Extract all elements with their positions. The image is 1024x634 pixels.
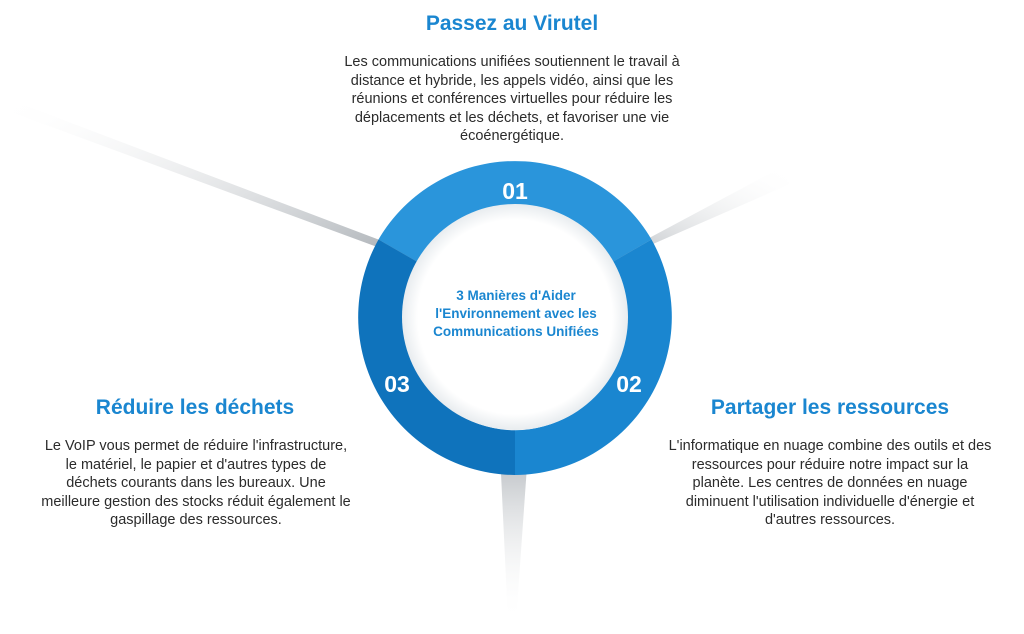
item-03-title: Réduire les déchets: [95, 396, 295, 419]
center-title: [416, 287, 616, 341]
item-02-title: Partager les ressources: [710, 396, 950, 419]
number-03: 03: [384, 371, 410, 397]
item-02-description: L'informatique en nuage combine des outils et des ressources pour réduire notre impact sur la planète. Les centres de données en nuage diminuent l'utilisation individuelle d'énergie et d'autres ressources.: [668, 438, 992, 528]
item-01-title: Passez au Virutel: [425, 12, 599, 35]
number-01: 01: [502, 178, 528, 204]
number-02: 02: [616, 371, 642, 397]
center-title-line: Communications Unifiées: [433, 324, 599, 339]
item-01-description: Les communications unifiées soutiennent le travail à distance et hybride, les appels vidéo, ainsi que les réunions et conférences virtuelles pour réduire les déplacements et les déchets, et favoriser une vie écoénergétique.: [344, 54, 680, 144]
center-title-line: l'Environnement avec les: [435, 306, 597, 321]
item-03-description: Le VoIP vous permet de réduire l'infrastructure, le matériel, le papier et d'autres types de déchets courants dans les bureaux. Une meilleure gestion des stocks réduit également le gaspillage des ressources.: [41, 438, 351, 528]
center-title-line: 3 Manières d'Aider: [456, 288, 576, 303]
divider-shadow-bottom: [500, 452, 528, 622]
